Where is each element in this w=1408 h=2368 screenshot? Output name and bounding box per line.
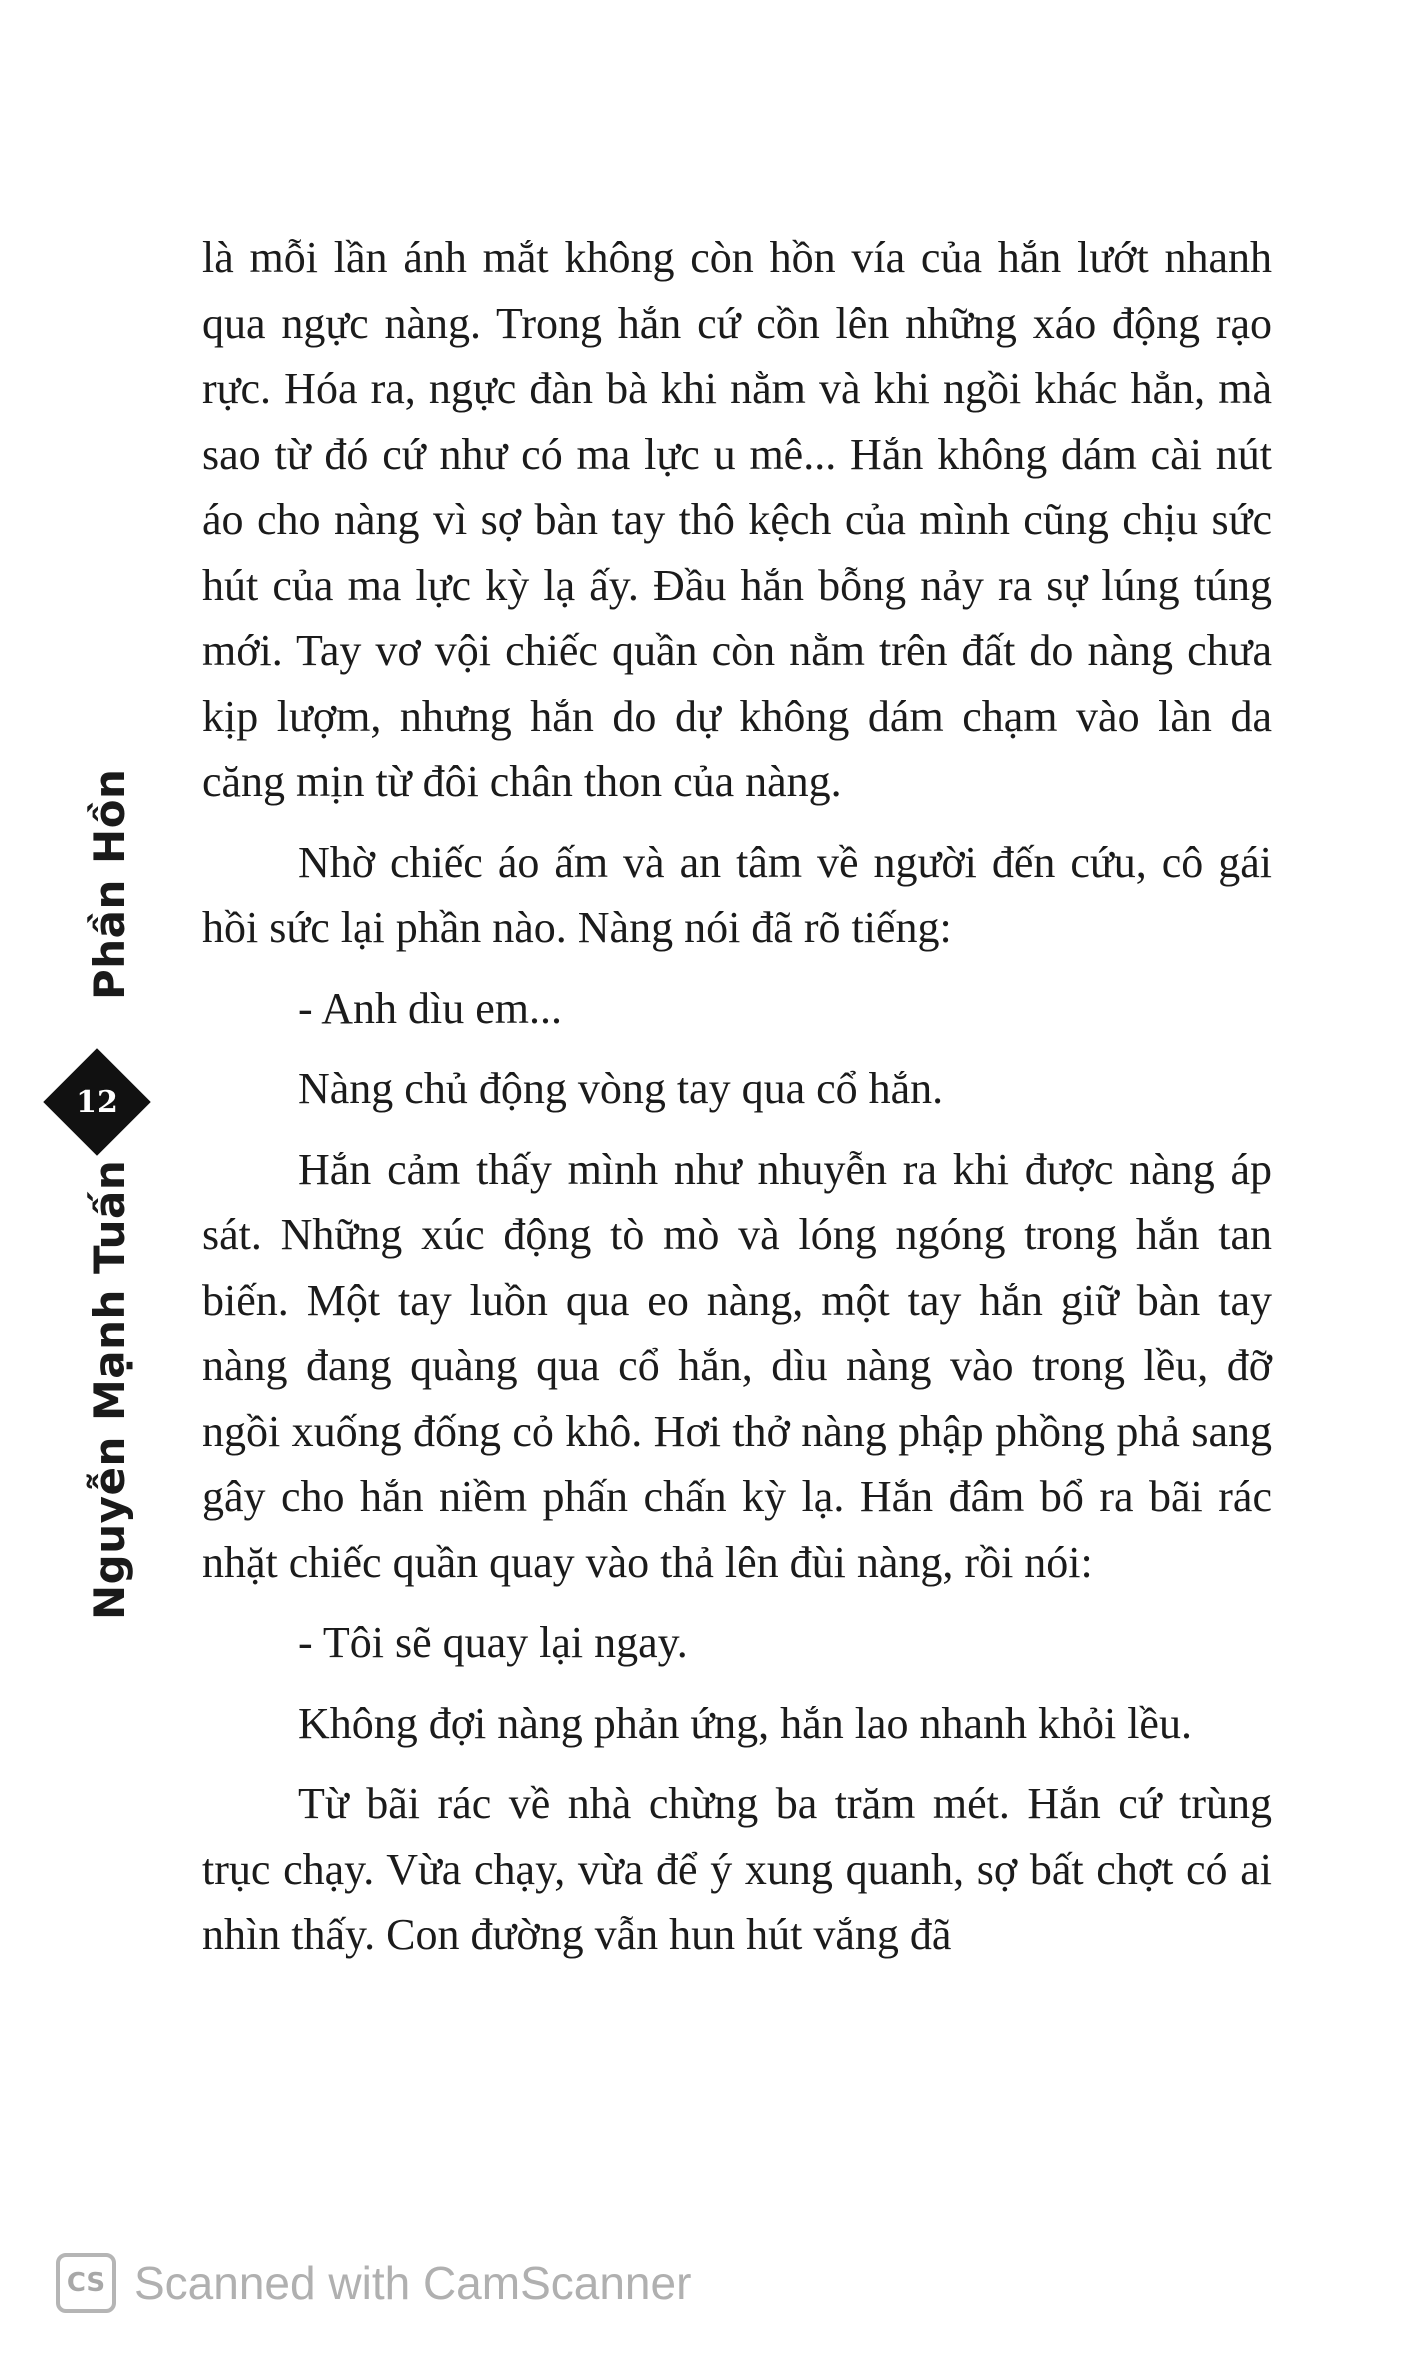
watermark-text: Scanned with CamScanner bbox=[134, 2257, 692, 2309]
paragraph: Nhờ chiếc áo ấm và an tâm về người đến cứu, cô gái hồi sức lại phần nào. Nàng nói đã rõ tiếng: bbox=[202, 837, 1272, 952]
book-title: Phần Hồn bbox=[85, 768, 134, 1000]
author-name: Nguyễn Mạnh Tuấn bbox=[85, 1159, 134, 1620]
dialogue-line: - Tôi sẽ quay lại ngay. bbox=[298, 1618, 688, 1667]
body-text bbox=[202, 225, 1272, 1968]
paragraph: Nàng chủ động vòng tay qua cổ hắn. bbox=[298, 1064, 944, 1113]
page-number-badge bbox=[42, 1047, 152, 1157]
camscanner-logo-icon: CS bbox=[56, 2253, 116, 2313]
paragraph: Hắn cảm thấy mình như nhuyễn ra khi được nàng áp sát. Những xúc động tò mò và lóng ngóng trong hắn tan biến. Một tay luồn qua eo nàng, một tay hắn giữ bàn tay nàng đang quàng qua cổ hắn, dìu nàng vào trong lều, đỡ ngồi xuống đống cỏ khô. Hơi thở nàng phập phồng phả sang gây cho hắn niềm phấn chấn kỳ lạ. Hắn đâm bổ ra bãi rác nhặt chiếc quần quay vào thả lên đùi nàng, rồi nói: bbox=[202, 1144, 1272, 1587]
dialogue-line: - Anh dìu em... bbox=[298, 983, 562, 1033]
scanner-watermark bbox=[56, 2248, 691, 2318]
paragraph: là mỗi lần ánh mắt không còn hồn vía của hắn lướt nhanh qua ngực nàng. Trong hắn cứ cồn lên những xáo động rạo rực. Hóa ra, ngực đàn bà khi nằm và khi ngồi khác hẳn, mà sao từ đó cứ như có ma lực u mê... Hắn không dám cài nút áo cho nàng vì sợ bàn tay thô kệch của mình cũng chịu sức hút của ma lực kỳ lạ ấy. Đầu hắn bỗng nảy ra sự lúng túng mới. Tay vơ vội chiếc quần còn nằm trên đất do nàng chưa kịp lượm, nhưng hắn do dự không dám chạm vào làn da căng mịn từ đôi chân thon của nàng. bbox=[202, 233, 1272, 806]
paragraph: Không đợi nàng phản ứng, hắn lao nhanh khỏi lều. bbox=[298, 1698, 1192, 1748]
paragraph: Từ bãi rác về nhà chừng ba trăm mét. Hắn cứ trùng trục chạy. Vừa chạy, vừa để ý xung quanh, sợ bất chợt có ai nhìn thấy. Con đường vẫn hun hút vắng đã bbox=[202, 1779, 1272, 1959]
page-number: 12 bbox=[76, 1084, 118, 1120]
